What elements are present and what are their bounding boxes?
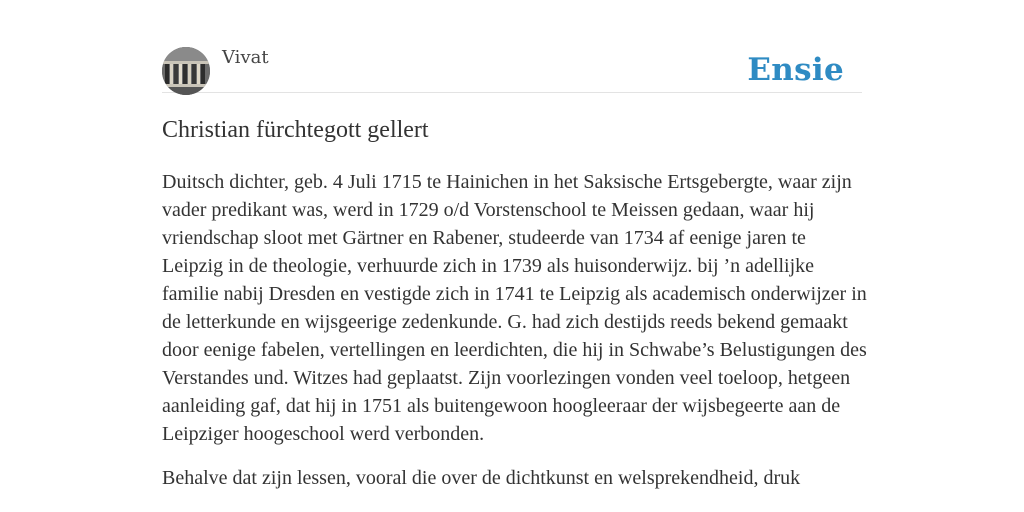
author-avatar[interactable] [162, 47, 210, 95]
article-body [162, 168, 872, 508]
page-header [162, 46, 862, 93]
ensie-logo[interactable]: Ensie [747, 52, 844, 88]
author-name[interactable]: Vivat [222, 47, 269, 68]
book-spines-avatar-icon [162, 47, 210, 95]
article-paragraph-1: Duitsch dichter, geb. 4 Juli 1715 te Hainichen in het Saksische Ertsgebergte, waar zijn vader predikant was, werd in 1729 o/d Vorstenschool te Meissen gedaan, waar hij vriendschap sloot met Gärtner en Rabener, studeerde van 1734 af eenige jaren te Leipzig in de theologie, verhuurde zich in 1739 als huisonderwijz. bij ’n adellijke familie nabij Dresden en vestigde zich in 1741 te Leipzig als academisch onderwijzer in de letterkunde en wijsgeerige zedenkunde. G. had zich destijds reeds bekend gemaakt door eenige fabelen, vertellingen en leerdichten, die hij in Schwabe’s Belustigungen des Verstandes und. Witzes had geplaatst. Zijn voorlezingen vonden veel toeloop, hetgeen aanleiding gaf, dat hij in 1751 als buitengewoon hoogleeraar der wijsbegeerte aan de Leipziger hoogeschool werd verbonden. [162, 171, 867, 445]
article-paragraph-2: Behalve dat zijn lessen, vooral die over de dichtkunst en welsprekendheid, druk [162, 467, 801, 489]
article-title: Christian fürchtegott gellert [162, 117, 429, 143]
